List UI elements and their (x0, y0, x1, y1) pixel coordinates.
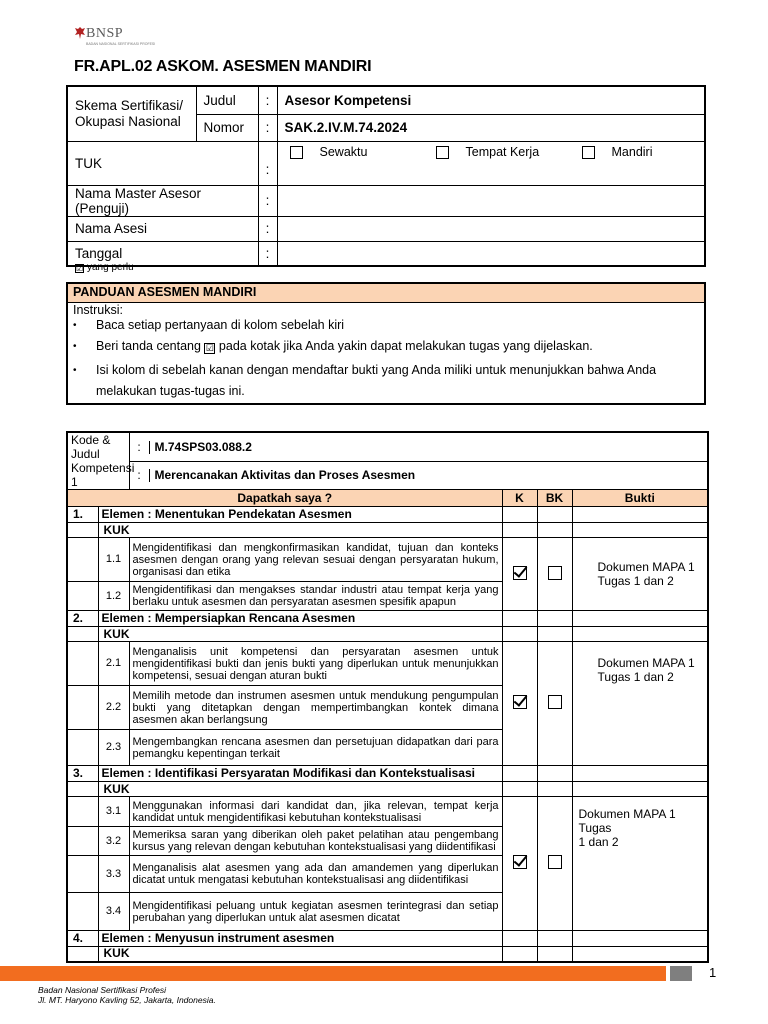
kuk-row: 3.2 Memeriksa saran yang diberikan oleh paket pelatihan atau pengembang kursus yang relevan dengan kebutuhan kontekstualisasi yang diidentifikasi (67, 827, 708, 856)
asesi-label: Nama Asesi (67, 216, 258, 241)
k-checkbox-2[interactable] (513, 695, 527, 709)
element-title: Elemen : Identifikasi Persyaratan Modifikasi dan Kontekstualisasi (98, 766, 502, 782)
footer-grey-block (670, 966, 692, 981)
judul-label: Judul (196, 86, 258, 114)
bk-checkbox-2[interactable] (548, 695, 562, 709)
panduan-box (66, 282, 706, 405)
instruction-item: • Baca setiap pertanyaan di kolom sebelah kiri (73, 318, 699, 333)
asesor-field[interactable] (277, 185, 705, 216)
footer-address: Badan Nasional Sertifikasi Profesi Jl. MT. Haryono Kavling 52, Jakarta, Indonesia. (38, 985, 216, 1005)
bnsp-logo (74, 26, 156, 50)
bk-checkbox-1[interactable] (548, 566, 562, 580)
instruction-item: • Isi kolom di sebelah kanan dengan mendaftar bukti yang Anda miliki untuk menunjukkan bahwa Anda melakukan tugas-tugas ini. (73, 360, 699, 402)
element-row: 1. Elemen : Menentukan Pendekatan Asesmen (67, 507, 708, 523)
col-header-bk: BK (537, 490, 572, 507)
kuk-row: 3.3 Menganalisis alat asesmen yang ada dan amandemen yang diperlukan dicatat untuk mengatasi kebutuhan kontekstualisasi ang diidentifikasi (67, 856, 708, 893)
element-title: Elemen : Menyusun instrument asesmen (98, 931, 502, 947)
page-number: 1 (709, 965, 717, 980)
footer-orange-bar (0, 966, 666, 981)
bukti-cell-1[interactable]: Dokumen MAPA 1 Tugas 1 dan 2 (572, 538, 708, 611)
logo-subtitle: BADAN NASIONAL SERTIFIKASI PROFESI (86, 42, 156, 46)
legend-note: ☑ yang perlu (76, 262, 134, 273)
kuk-label: KUK (98, 627, 502, 642)
bukti-cell-2[interactable]: Dokumen MAPA 1 Tugas 1 dan 2 (572, 642, 708, 766)
element-row: 3. Elemen : Identifikasi Persyaratan Modifikasi dan Kontekstualisasi (67, 766, 708, 782)
bukti-cell-3[interactable]: Dokumen MAPA 1 Tugas 1 dan 2 (572, 797, 708, 931)
k-checkbox-3[interactable] (513, 855, 527, 869)
checkbox-sewaktu[interactable] (290, 146, 303, 159)
col-header-question: Dapatkah saya ? (67, 490, 502, 507)
kuk-row: 3.4 Mengidentifikasi peluang untuk kegiatan asesmen terintegrasi dan setiap perubahan yang diperlukan untuk alat asesmen dicatat (67, 893, 708, 931)
instruction-item: • Beri tanda centang ☑ pada kotak jika Anda yakin dapat melakukan tugas yang dijelaskan. (73, 339, 699, 354)
element-title: Elemen : Menentukan Pendekatan Asesmen (98, 507, 502, 523)
unit-code: M.74SPS03.088.2 (154, 439, 252, 454)
tanggal-label: Tanggal (67, 241, 258, 266)
tuk-options: Sewaktu Tempat Kerja Mandiri (277, 141, 705, 185)
garuda-emblem-icon (74, 26, 86, 40)
tuk-label: TUK (67, 141, 258, 185)
asesi-field[interactable] (277, 216, 705, 241)
kuk-label: KUK (98, 947, 502, 962)
bk-checkbox-3[interactable] (548, 855, 562, 869)
kuk-row: 2.1 Menganalisis unit kompetensi dan persyaratan asesmen untuk mengidentifikasi bukti dan jenis bukti yang diperlukan untuk menunjukkan kompetensi, sesuai dengan aturan bukti Dokumen MAPA 1 Tugas 1 dan 2 (67, 642, 708, 686)
document-title: FR.APL.02 ASKOM. ASESMEN MANDIRI (74, 58, 372, 75)
kuk-row: 3.1 Menggunakan informasi dari kandidat dan, jika relevan, tempat kerja kandidat untuk mengidentifikasi kebutuhan kontekstualisasi Dokumen MAPA 1 Tugas 1 dan 2 (67, 797, 708, 827)
kuk-row: 2.3 Mengembangkan rencana asesmen dan persetujuan didapatkan dari para pemangku kepentingan terkait (67, 730, 708, 766)
header-info-table: Skema Sertifikasi/ Okupasi Nasional Judul : Asesor Kompetensi Nomor : SAK.2.IV.M.74.2024 TUK : Sewaktu Tempat Kerja Mandiri Nama Master Asesor (Penguji) : Nama Asesi : Tanggal : (66, 85, 706, 267)
element-row: 2. Elemen : Mempersiapkan Rencana Asesmen (67, 611, 708, 627)
kuk-row: 1.1 Mengidentifikasi dan mengkonfirmasikan kandidat, tujuan dan konteks asesmen dengan orang yang relevan sesuai dengan persyaratan hukum, organisasi dan etika Dokumen MAPA 1 Tugas 1 dan 2 (67, 538, 708, 582)
col-header-k: K (502, 490, 537, 507)
kuk-label: KUK (98, 782, 502, 797)
unit-label: Kode & Judul Kompetensi 1 (67, 432, 129, 490)
kuk-row: 1.2 Mengidentifikasi dan mengakses standar industri atau tempat kerja yang berlaku untuk asesmen dan persyaratan asesmen spesifik apapun (67, 582, 708, 611)
asesor-label: Nama Master Asesor (Penguji) (67, 185, 258, 216)
kuk-label: KUK (98, 523, 502, 538)
checked-box-icon: ☑ (205, 343, 214, 353)
instruksi-label: Instruksi: (73, 303, 124, 317)
checked-box-icon: ☑ (76, 264, 84, 273)
checkbox-mandiri[interactable] (582, 146, 595, 159)
assessment-table: Kode & Judul Kompetensi 1 : M.74SPS03.088.2 : Merencanakan Aktivitas dan Proses Asesmen Dapatkah saya ? K BK Bukti 1. Elemen : Menentukan Pendekatan Asesmen KUK 1.1 Mengidentifikasi dan mengkonfirmasikan kandidat, tujuan dan konteks asesmen dengan orang yang relevan sesuai dengan persyaratan hukum, organisasi dan etika Dokumen MAPA 1 Tugas 1 dan 2 1.2 Mengidentifikasi dan mengakses standar industri atau tempat kerja yang berlaku untuk asesmen dan persyaratan asesmen spesifik apapun 2. Elemen : Mempersiapkan Rencana Asesmen KUK 2.1 Menganalisis unit kompetensi dan persyaratan asesmen untuk mengidentifikasi bukti dan jenis bukti yang diperlukan untuk menunjukkan kompetensi, sesuai dengan aturan bukti Dokumen MAPA 1 Tugas 1 dan 2 2.2 Memilih metode dan instrumen asesmen untuk mendukung pengumpulan bukti yang ditetapkan dengan mempertimbangkan kontek dimana asesmen akan berlangsung 2.3 Mengembangkan rencana asesmen dan persetujuan didapatkan dari para pemangku kepentingan terkait 3. Elemen : Identifikasi Persyaratan Modifikasi dan Kontekstualisasi KUK 3.1 Menggunakan informasi dari kandidat dan, jika relevan, tempat kerja kandidat untuk mengidentifikasi kebutuhan kontekstualisasi Dokumen MAPA 1 Tugas 1 dan 2 3.2 Memeriksa saran yang diberikan oleh paket pelatihan atau pengembang kursus yang relevan dengan kebutuhan kontekstualisasi yang diidentifikasi 3.3 Menganalisis alat asesmen yang ada dan amandemen yang diperlukan dicatat untuk mengatasi kebutuhan kontekstualisasi ang diidentifikasi 3.4 Mengidentifikasi peluang untuk kegiatan asesmen terintegrasi dan setiap perubahan yang diperlukan untuk alat asesmen dicatat 4. Elemen : Menyusun instrument asesmen KUK (66, 431, 709, 963)
kuk-row: 2.2 Memilih metode dan instrumen asesmen untuk mendukung pengumpulan bukti yang ditetapkan dengan mempertimbangkan kontek dimana asesmen akan berlangsung (67, 686, 708, 730)
unit-title: Merencanakan Aktivitas dan Proses Asesmen (154, 468, 416, 483)
k-checkbox-1[interactable] (513, 566, 527, 580)
skema-label: Skema Sertifikasi/ Okupasi Nasional (67, 86, 196, 141)
tanggal-field[interactable] (277, 241, 705, 266)
element-row: 4. Elemen : Menyusun instrument asesmen (67, 931, 708, 947)
panduan-title: PANDUAN ASESMEN MANDIRI (68, 284, 704, 303)
nomor-value[interactable]: SAK.2.IV.M.74.2024 (277, 114, 705, 141)
col-header-bukti: Bukti (572, 490, 708, 507)
judul-value[interactable]: Asesor Kompetensi (277, 86, 705, 114)
checkbox-tempat-kerja[interactable] (436, 146, 449, 159)
nomor-label: Nomor (196, 114, 258, 141)
element-title: Elemen : Mempersiapkan Rencana Asesmen (98, 611, 502, 627)
logo-text: BNSP (86, 26, 124, 41)
